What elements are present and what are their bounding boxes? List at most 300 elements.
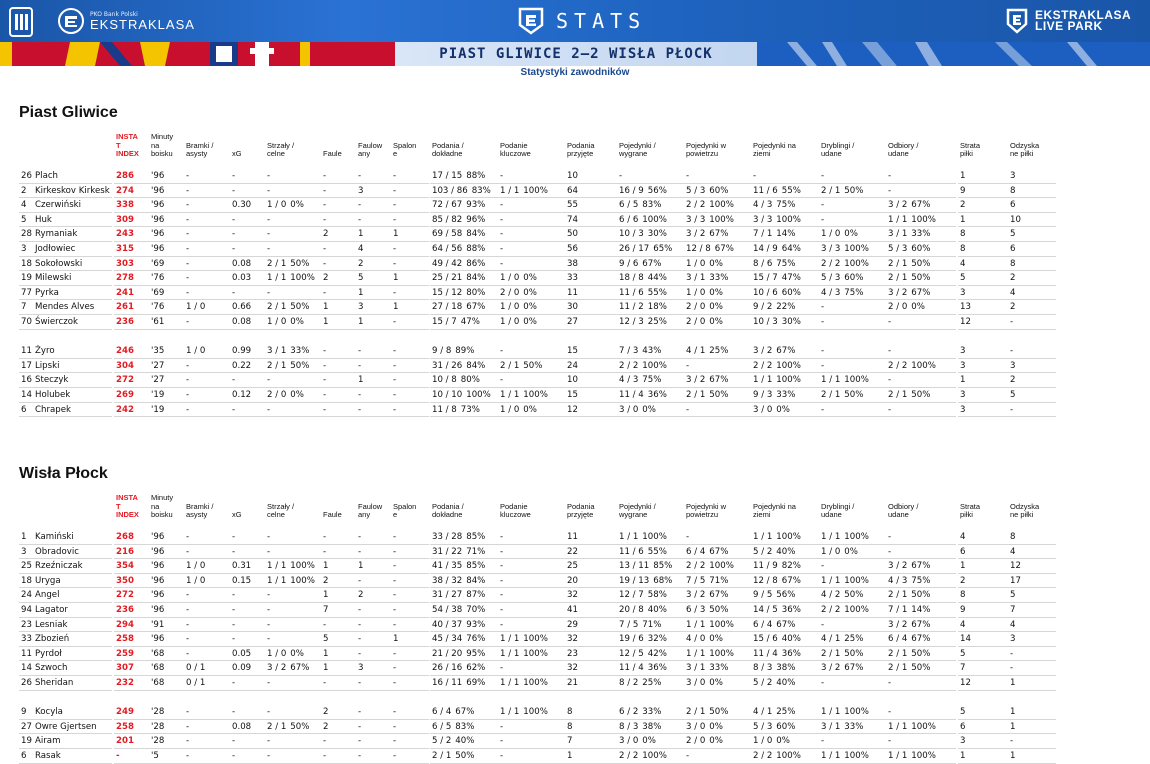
cell-percent: 0%: [523, 287, 537, 298]
cell-percent: 0%: [911, 302, 925, 313]
cell-percent: 100%: [911, 721, 936, 732]
cell-value: 6 / 4: [686, 546, 706, 557]
cell-off: -: [391, 749, 429, 764]
cell-value: 2 / 2: [821, 258, 841, 269]
cell-num: 27: [19, 720, 33, 735]
cell-percent: 0%: [709, 678, 723, 688]
cell-value: 3 / 2: [888, 561, 908, 572]
cell-percent: 0%: [290, 648, 304, 659]
cell-value: 3 / 3: [753, 214, 773, 225]
cell-duel: [617, 388, 684, 403]
cell-kp: [498, 574, 565, 589]
cell-value: -: [888, 678, 892, 688]
cell-percent: 100%: [523, 634, 548, 645]
column-header: [821, 503, 887, 520]
live-park-logo-icon: [1005, 8, 1029, 34]
cell-num: 33: [19, 632, 33, 647]
cell-percent: 0%: [523, 317, 537, 327]
player-row[interactable]: [0, 588, 1150, 603]
cell-sh: [265, 271, 322, 286]
column-header-line: Pojedynki w: [686, 501, 727, 511]
player-row[interactable]: [0, 661, 1150, 676]
cell-f: -: [321, 618, 357, 633]
cell-duel: [617, 198, 684, 213]
player-row[interactable]: [0, 242, 1150, 257]
cell-sh: [265, 300, 322, 315]
player-row[interactable]: [0, 734, 1150, 749]
cell-percent: 18%: [647, 302, 667, 313]
cell-loss: 2: [958, 574, 1008, 589]
cell-percent: 50%: [911, 663, 931, 674]
cell-loss: 3: [958, 734, 1008, 749]
cell-name: Sokołowski: [33, 257, 112, 272]
cell-duel: [617, 588, 684, 603]
cell-fd: -: [356, 574, 392, 589]
cell-xg: -: [230, 545, 266, 560]
cell-value: 3 / 1: [821, 721, 841, 732]
cell-min: '96: [149, 184, 185, 199]
cell-percent: 0%: [290, 317, 304, 327]
cell-value: 1 / 0: [500, 317, 520, 327]
cell-ga: -: [184, 359, 230, 374]
cell-value: 1 / 1: [500, 678, 520, 688]
cell-tck: [886, 315, 956, 330]
cell-rec: 24: [565, 359, 617, 374]
cell-rec: 1: [565, 749, 617, 764]
cell-grd: [751, 618, 819, 633]
cell-name: Owre Gjertsen: [33, 720, 112, 735]
cell-min: '69: [149, 286, 185, 301]
player-row[interactable]: [0, 574, 1150, 589]
cell-ga: -: [184, 632, 230, 647]
cell-drb: [819, 603, 886, 618]
cell-drb: [819, 647, 886, 662]
cell-value: 10 / 3: [753, 317, 778, 327]
cell-tck: [886, 373, 956, 388]
cell-percent: 50%: [290, 721, 310, 732]
cell-name: Uryga: [33, 574, 112, 589]
cell-value: 1 / 1: [888, 214, 908, 225]
cell-rec: 74: [565, 213, 617, 228]
cell-xg: -: [230, 705, 266, 720]
column-header: [753, 503, 819, 520]
column-header-line: piłki: [960, 149, 973, 158]
player-row[interactable]: [0, 227, 1150, 242]
cell-percent: 73%: [460, 404, 480, 415]
column-header-line: ziemi: [753, 149, 771, 158]
cell-idx: 304: [114, 359, 150, 374]
player-row[interactable]: [0, 359, 1150, 374]
cell-fd: 1: [356, 373, 392, 388]
bank-name: PKO Bank Polski: [90, 10, 138, 18]
cell-value: 4 / 0: [686, 634, 706, 645]
cell-fd: 1: [356, 559, 392, 574]
column-header-line: Odbiory /: [888, 140, 919, 150]
cell-percent: 70%: [466, 605, 486, 615]
cell-percent: 14%: [776, 229, 796, 240]
cell-value: 1 / 1: [500, 707, 520, 718]
player-row[interactable]: [0, 618, 1150, 633]
column-header-line: Podanie: [500, 501, 528, 511]
cell-value: 2 / 0: [686, 736, 706, 747]
cell-value: 10 / 6: [753, 287, 778, 298]
cell-pass: [430, 403, 498, 418]
cell-value: 5 / 3: [686, 185, 706, 196]
cell-duel: [617, 169, 684, 184]
cell-rec: 11: [565, 286, 617, 301]
cell-xg: -: [230, 403, 266, 418]
cell-percent: 100%: [709, 200, 734, 211]
cell-kp: [498, 184, 565, 199]
cell-ga: -: [184, 169, 230, 184]
ekstraklasa-brand[interactable]: [8, 0, 195, 42]
cell-xg: 0.09: [230, 661, 266, 676]
cell-f: -: [321, 286, 357, 301]
cell-rcv: -: [1008, 344, 1056, 359]
cell-loss: 1: [958, 213, 1008, 228]
cell-percent: 100%: [776, 360, 801, 371]
cell-percent: 56%: [647, 185, 667, 196]
cell-value: -: [500, 590, 504, 601]
cell-percent: 80%: [466, 287, 486, 298]
cell-percent: 100%: [844, 244, 869, 254]
cell-pass: [430, 720, 498, 735]
cell-duel: [617, 618, 684, 633]
cell-f: -: [321, 734, 357, 749]
cell-off: 1: [391, 632, 429, 647]
cell-value: 9 / 3: [753, 390, 773, 400]
cell-value: 26 / 16: [432, 663, 463, 674]
column-header-line: Podania /: [432, 501, 464, 511]
cell-percent: 100%: [844, 258, 869, 269]
pko-logo-icon: [8, 4, 34, 38]
cell-idx: 307: [114, 661, 150, 676]
cell-rec: 15: [565, 344, 617, 359]
player-row[interactable]: [0, 198, 1150, 213]
cell-pass: [430, 530, 498, 545]
cell-drb: [819, 734, 886, 749]
cell-value: -: [500, 532, 504, 542]
cell-percent: 38%: [776, 663, 796, 674]
player-row[interactable]: [0, 530, 1150, 545]
cell-percent: 83%: [455, 721, 475, 732]
cell-xg: 0.08: [230, 257, 266, 272]
player-row[interactable]: [0, 705, 1150, 720]
column-header-line: Minuty: [151, 132, 174, 141]
cell-ga: -: [184, 286, 230, 301]
cell-value: 85 / 82: [432, 214, 463, 225]
cell-percent: 100%: [523, 185, 548, 196]
cell-value: -: [821, 619, 825, 630]
cell-value: 2 / 1: [888, 258, 908, 269]
cell-xg: -: [230, 373, 266, 388]
cell-air: [684, 271, 751, 286]
cell-num: 19: [19, 271, 33, 286]
cell-drb: [819, 271, 886, 286]
cell-fd: -: [356, 647, 392, 662]
cell-tck: [886, 588, 956, 603]
cell-percent: 100%: [290, 561, 315, 572]
player-row[interactable]: [0, 603, 1150, 618]
cell-off: -: [391, 676, 429, 691]
cell-percent: 0%: [290, 200, 304, 211]
cell-percent: 100%: [776, 532, 801, 542]
cell-grd: [751, 344, 819, 359]
player-row[interactable]: [0, 373, 1150, 388]
cell-grd: [751, 227, 819, 242]
cell-percent: 100%: [290, 575, 315, 586]
cell-loss: 1: [958, 559, 1008, 574]
cell-tck: [886, 344, 956, 359]
cell-sh: [265, 388, 322, 403]
cell-percent: 83%: [471, 185, 491, 196]
cell-xg: 0.66: [230, 300, 266, 315]
cell-rcv: 8: [1008, 530, 1056, 545]
cell-pass: [430, 213, 498, 228]
cell-xg: 0.08: [230, 720, 266, 735]
cell-percent: 85%: [653, 561, 673, 572]
cell-percent: 80%: [460, 375, 480, 386]
cell-percent: 0%: [709, 302, 723, 313]
cell-percent: 32%: [647, 634, 667, 645]
column-header: [619, 503, 685, 520]
cell-air: [684, 559, 751, 574]
cell-grd: [751, 705, 819, 720]
player-row[interactable]: [0, 315, 1150, 330]
cell-percent: 50%: [709, 605, 729, 615]
player-row[interactable]: [0, 749, 1150, 764]
cell-rcv: 10: [1008, 213, 1056, 228]
cell-value: 1 / 1: [267, 273, 287, 284]
cell-f: 2: [321, 574, 357, 589]
cell-tck: [886, 198, 956, 213]
cell-percent: 67%: [466, 302, 486, 313]
cell-rcv: 1: [1008, 676, 1056, 691]
column-header-line: e: [393, 510, 398, 519]
cell-value: 1 / 1: [686, 619, 706, 630]
cell-value: 2 / 1: [821, 648, 841, 659]
column-header-line: Pojedynki na: [753, 501, 796, 511]
cell-value: 11 / 2: [619, 302, 644, 313]
cell-value: 14 / 5: [753, 605, 778, 615]
cell-grd: [751, 198, 819, 213]
column-header: [432, 142, 498, 159]
cell-kp: [498, 198, 565, 213]
cell-air: [684, 373, 751, 388]
column-header-line: Odzyska: [1010, 140, 1040, 150]
cell-percent: 0%: [844, 229, 858, 240]
cell-off: -: [391, 213, 429, 228]
column-header-line: Faule: [323, 510, 342, 519]
cell-percent: 0%: [709, 258, 723, 269]
cell-rcv: 5: [1008, 227, 1056, 242]
cell-percent: 84%: [466, 575, 486, 586]
cell-min: '76: [149, 271, 185, 286]
cell-value: 40 / 37: [432, 619, 463, 630]
cell-name: Świerczok: [33, 315, 112, 330]
cell-value: 9 / 6: [619, 258, 639, 269]
cell-percent: 50%: [911, 258, 931, 269]
player-row[interactable]: [0, 286, 1150, 301]
cell-grd: [751, 242, 819, 257]
cell-name: Zbozień: [33, 632, 112, 647]
cell-value: 33 / 28: [432, 532, 463, 542]
stats-title: STATS: [556, 9, 647, 33]
cell-percent: 100%: [642, 214, 667, 225]
cell-pass: [430, 315, 498, 330]
cell-pass: [430, 300, 498, 315]
cell-idx: 350: [114, 574, 150, 589]
cell-ga: -: [184, 734, 230, 749]
cell-sh: [265, 344, 322, 359]
cell-percent: 33%: [709, 273, 729, 284]
cell-loss: 4: [958, 618, 1008, 633]
player-row[interactable]: [0, 257, 1150, 272]
cell-percent: 14%: [911, 605, 931, 615]
cell-sh: -: [265, 530, 322, 545]
column-header: [186, 142, 230, 159]
cell-rec: 29: [565, 618, 617, 633]
cell-percent: 33%: [844, 721, 864, 732]
player-row[interactable]: [0, 213, 1150, 228]
player-row[interactable]: [0, 545, 1150, 560]
column-header-line: przyjęte: [567, 510, 594, 519]
player-row[interactable]: [0, 647, 1150, 662]
cell-pass: [430, 676, 498, 691]
cell-drb: [819, 213, 886, 228]
column-header-line: udane: [888, 149, 909, 158]
cell-off: -: [391, 720, 429, 735]
player-row[interactable]: [0, 184, 1150, 199]
cell-percent: 38%: [642, 721, 662, 732]
column-header: [358, 503, 392, 520]
live-park-brand[interactable]: [1005, 0, 1131, 42]
cell-off: 1: [391, 227, 429, 242]
cell-percent: 33%: [642, 707, 662, 718]
column-header: [888, 503, 954, 520]
cell-rcv: 3: [1008, 169, 1056, 184]
player-row[interactable]: [0, 300, 1150, 315]
cell-kp: [498, 618, 565, 633]
cell-kp: [498, 388, 565, 403]
cell-kp: [498, 588, 565, 603]
cell-percent: 67%: [911, 200, 931, 211]
cell-value: 1 / 1: [821, 751, 841, 761]
cell-duel: [617, 749, 684, 764]
cell-ga: 1 / 0: [184, 344, 230, 359]
cell-percent: 96%: [466, 214, 486, 225]
cell-num: 24: [19, 588, 33, 603]
cell-pass: [430, 198, 498, 213]
cell-idx: 258: [114, 632, 150, 647]
cell-kp: [498, 300, 565, 315]
column-header-line: xG: [232, 510, 242, 519]
column-header-line: Bramki /: [186, 140, 214, 150]
player-row[interactable]: [0, 388, 1150, 403]
cell-num: 2: [19, 184, 33, 199]
column-header-line: Strata: [960, 140, 981, 150]
column-header-line: wygrane: [619, 149, 648, 158]
cell-fd: -: [356, 169, 392, 184]
cell-percent: 100%: [844, 707, 869, 718]
cell-off: 1: [391, 271, 429, 286]
cell-loss: 3: [958, 344, 1008, 359]
cell-value: -: [500, 751, 504, 761]
cell-value: 2 / 1: [500, 360, 520, 371]
player-row[interactable]: [0, 632, 1150, 647]
cell-sh: -: [265, 734, 322, 749]
cell-duel: [617, 545, 684, 560]
cell-rcv: 2: [1008, 300, 1056, 315]
cell-pass: [430, 373, 498, 388]
cell-percent: 75%: [911, 575, 931, 586]
cell-name: Rzeźniczak: [33, 559, 112, 574]
column-header: [393, 142, 427, 159]
cell-percent: 84%: [466, 273, 486, 284]
cell-name: Rymaniak: [33, 227, 112, 242]
cell-grd: [751, 676, 819, 691]
player-row[interactable]: [0, 403, 1150, 418]
cell-value: -: [686, 360, 690, 371]
cell-percent: 36%: [781, 648, 801, 659]
cell-percent: 84%: [466, 229, 486, 240]
cell-num: 6: [19, 749, 33, 764]
cell-air: [684, 198, 751, 213]
column-header: [500, 142, 566, 159]
cell-value: 103 / 86: [432, 185, 468, 196]
player-row[interactable]: [0, 271, 1150, 286]
cell-drb: [819, 661, 886, 676]
player-row[interactable]: [0, 559, 1150, 574]
cell-sh: -: [265, 286, 322, 301]
cell-value: 16 / 11: [432, 678, 463, 688]
cell-value: 2 / 2: [888, 360, 908, 371]
player-row[interactable]: [0, 169, 1150, 184]
cell-percent: 50%: [844, 590, 864, 601]
cell-off: -: [391, 315, 429, 330]
cell-value: 7 / 1: [888, 605, 908, 615]
cell-percent: 55%: [647, 287, 667, 298]
cell-idx: 246: [114, 344, 150, 359]
cell-tck: [886, 749, 956, 764]
cell-percent: 22%: [776, 302, 796, 313]
cell-min: '96: [149, 530, 185, 545]
cell-value: 3 / 2: [888, 287, 908, 298]
column-header: [1010, 142, 1058, 159]
cell-xg: 0.99: [230, 344, 266, 359]
cell-duel: [617, 676, 684, 691]
cell-value: 7 / 3: [619, 346, 639, 357]
cell-sh: -: [265, 169, 322, 184]
cell-ga: -: [184, 242, 230, 257]
cell-name: Rasak: [33, 749, 112, 764]
player-row[interactable]: [0, 344, 1150, 359]
cell-value: 2 / 1: [432, 751, 452, 761]
cell-f: -: [321, 184, 357, 199]
cell-air: [684, 169, 751, 184]
player-row[interactable]: [0, 720, 1150, 735]
cell-pass: [430, 388, 498, 403]
cell-rec: 27: [565, 315, 617, 330]
cell-kp: [498, 647, 565, 662]
cell-percent: 67%: [709, 546, 729, 557]
cell-value: 64 / 56: [432, 244, 463, 254]
cell-rec: 8: [565, 720, 617, 735]
player-row[interactable]: [0, 676, 1150, 691]
cell-idx: 258: [114, 720, 150, 735]
column-header-line: Podania /: [432, 140, 464, 150]
cell-air: [684, 603, 751, 618]
